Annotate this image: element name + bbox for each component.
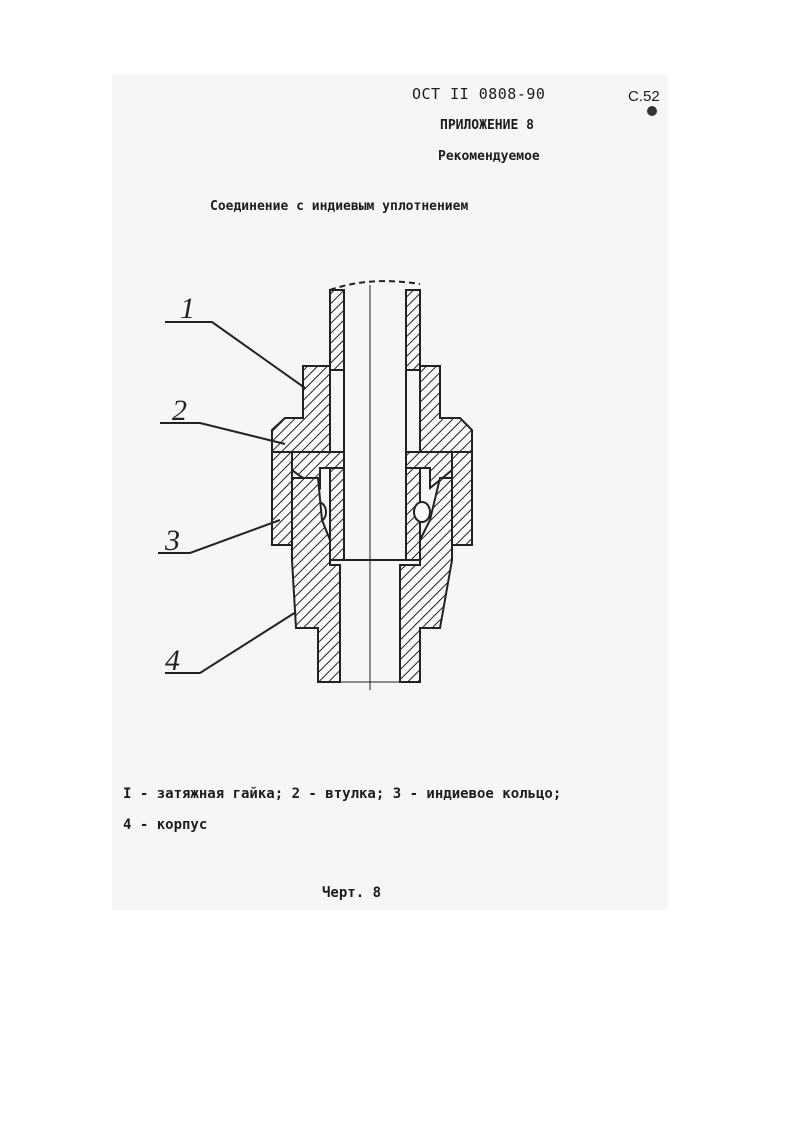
figure-label: Черт. 8 xyxy=(322,885,382,901)
callout-4: 4 xyxy=(165,644,180,677)
drawing-title: Соединение с индиевым уплотнением xyxy=(210,199,469,214)
standard-number: ОСТ II 0808-90 xyxy=(412,85,546,103)
callout-2: 2 xyxy=(172,394,187,427)
callout-1: 1 xyxy=(180,292,195,325)
appendix-label: ПРИЛОЖЕНИЕ 8 xyxy=(440,118,534,133)
recommended-label: Рекомендуемое xyxy=(438,149,540,164)
callout-3: 3 xyxy=(165,524,180,557)
page-number: С.52 xyxy=(628,88,660,105)
caption-line-1: I - затяжная гайка; 2 - втулка; 3 - индиевое кольцо; xyxy=(123,786,562,802)
caption-line-2: 4 - корпус xyxy=(123,817,208,833)
